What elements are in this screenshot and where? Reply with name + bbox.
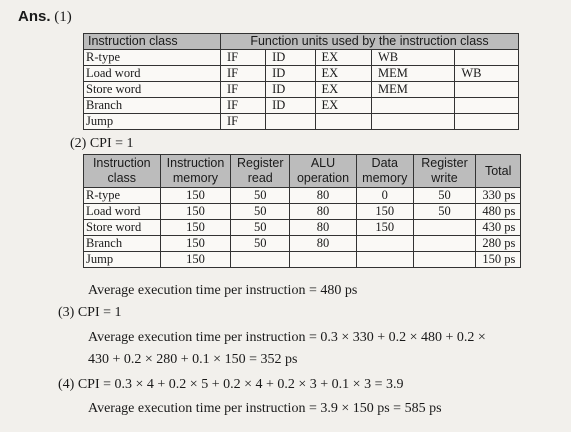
table-cell: 150 — [160, 220, 231, 236]
table-row — [84, 81, 519, 97]
part4-cpi-label: (4) CPI = 0.3 × 4 + 0.2 × 5 + 0.2 × 4 + 0.2 × 3 + 0.1 × 3 = 3.9 — [58, 377, 404, 392]
table-cell — [356, 236, 413, 252]
table-cell: 150 — [160, 204, 231, 220]
table-cell: Store word — [84, 220, 161, 236]
table-cell: 430 ps — [476, 220, 521, 236]
avg-time-part4: Average execution time per instruction = 3.9 × 150 ps = 585 ps — [88, 401, 442, 416]
table-cell: 50 — [231, 204, 290, 220]
table-cell — [290, 252, 357, 268]
table-cell: 330 ps — [476, 188, 521, 204]
table-row — [84, 220, 521, 236]
table-row — [84, 252, 521, 268]
ans-label: Ans. — [18, 8, 51, 25]
table-cell — [371, 113, 454, 129]
header-instruction-class: Instruction class — [84, 155, 161, 188]
table-cell: 150 — [160, 252, 231, 268]
header-data-memory: Data memory — [356, 155, 413, 188]
answer-heading — [18, 8, 72, 26]
table-cell: EX — [315, 97, 371, 113]
table-cell — [371, 97, 454, 113]
table-cell: 150 — [356, 204, 413, 220]
table-cell: Load word — [84, 65, 221, 81]
table-cell — [455, 81, 519, 97]
table-cell: EX — [315, 49, 371, 65]
header-register-write: Register write — [413, 155, 476, 188]
table-cell — [356, 252, 413, 268]
table-cell: EX — [315, 65, 371, 81]
table-cell: ID — [266, 81, 315, 97]
table-cell: 280 ps — [476, 236, 521, 252]
table-cell: IF — [221, 81, 266, 97]
table-cell: 150 — [160, 236, 231, 252]
table-cell: 50 — [413, 188, 476, 204]
table-cell: R-type — [84, 49, 221, 65]
table-cell — [455, 49, 519, 65]
header-register-read: Register read — [231, 155, 290, 188]
table-row — [84, 49, 519, 65]
header-total: Total — [476, 155, 521, 188]
table-cell — [315, 113, 371, 129]
table-cell: IF — [221, 65, 266, 81]
table-cell: 80 — [290, 236, 357, 252]
table-cell: IF — [221, 113, 266, 129]
table-cell: IF — [221, 49, 266, 65]
table-cell: 150 ps — [476, 252, 521, 268]
table-cell — [266, 113, 315, 129]
table-cell: MEM — [371, 81, 454, 97]
table-cell — [455, 97, 519, 113]
table-cell — [455, 113, 519, 129]
part1-label: (1) — [54, 9, 72, 25]
avg-time-part3-line2: 430 + 0.2 × 280 + 0.1 × 150 = 352 ps — [88, 352, 298, 367]
table-header-row — [84, 155, 521, 188]
table-cell: 80 — [290, 220, 357, 236]
table-cell: 480 ps — [476, 204, 521, 220]
table-cell — [231, 252, 290, 268]
table-cell — [413, 252, 476, 268]
avg-time-part3-line1: Average execution time per instruction = 0.3 × 330 + 0.2 × 480 + 0.2 × — [88, 330, 486, 345]
table-cell: 50 — [231, 220, 290, 236]
table-cell: WB — [371, 49, 454, 65]
table-cell: 150 — [160, 188, 231, 204]
table-row — [84, 204, 521, 220]
avg-time-part2: Average execution time per instruction = 480 ps — [88, 283, 358, 298]
table-row — [84, 65, 519, 81]
table-cell: 80 — [290, 188, 357, 204]
table-cell: Branch — [84, 97, 221, 113]
table-cell: MEM — [371, 65, 454, 81]
table-cell: 50 — [231, 236, 290, 252]
table-cell: WB — [455, 65, 519, 81]
header-instruction-memory: Instruction memory — [160, 155, 231, 188]
table-cell: Load word — [84, 204, 161, 220]
part2-cpi-label: (2) CPI = 1 — [70, 136, 134, 151]
table-cell — [413, 236, 476, 252]
table-row — [84, 97, 519, 113]
function-units-table — [83, 33, 519, 130]
table-cell: Jump — [84, 113, 221, 129]
table-cell: IF — [221, 97, 266, 113]
table-cell: Jump — [84, 252, 161, 268]
table-cell: 0 — [356, 188, 413, 204]
table-cell: 150 — [356, 220, 413, 236]
table-row — [84, 188, 521, 204]
table-row — [84, 236, 521, 252]
table-cell — [413, 220, 476, 236]
table-cell: ID — [266, 97, 315, 113]
table-cell: 50 — [413, 204, 476, 220]
table-cell: R-type — [84, 188, 161, 204]
table-cell: 50 — [231, 188, 290, 204]
header-function-units: Function units used by the instruction class — [221, 34, 519, 50]
instruction-timing-table — [83, 154, 521, 268]
header-alu-operation: ALU operation — [290, 155, 357, 188]
table-cell: 80 — [290, 204, 357, 220]
table-cell: ID — [266, 49, 315, 65]
header-instruction-class: Instruction class — [84, 34, 221, 50]
table-cell: ID — [266, 65, 315, 81]
table-cell: Branch — [84, 236, 161, 252]
table-header-row — [84, 34, 519, 50]
table-row — [84, 113, 519, 129]
part3-cpi-label: (3) CPI = 1 — [58, 305, 122, 320]
table-cell: EX — [315, 81, 371, 97]
table-cell: Store word — [84, 81, 221, 97]
